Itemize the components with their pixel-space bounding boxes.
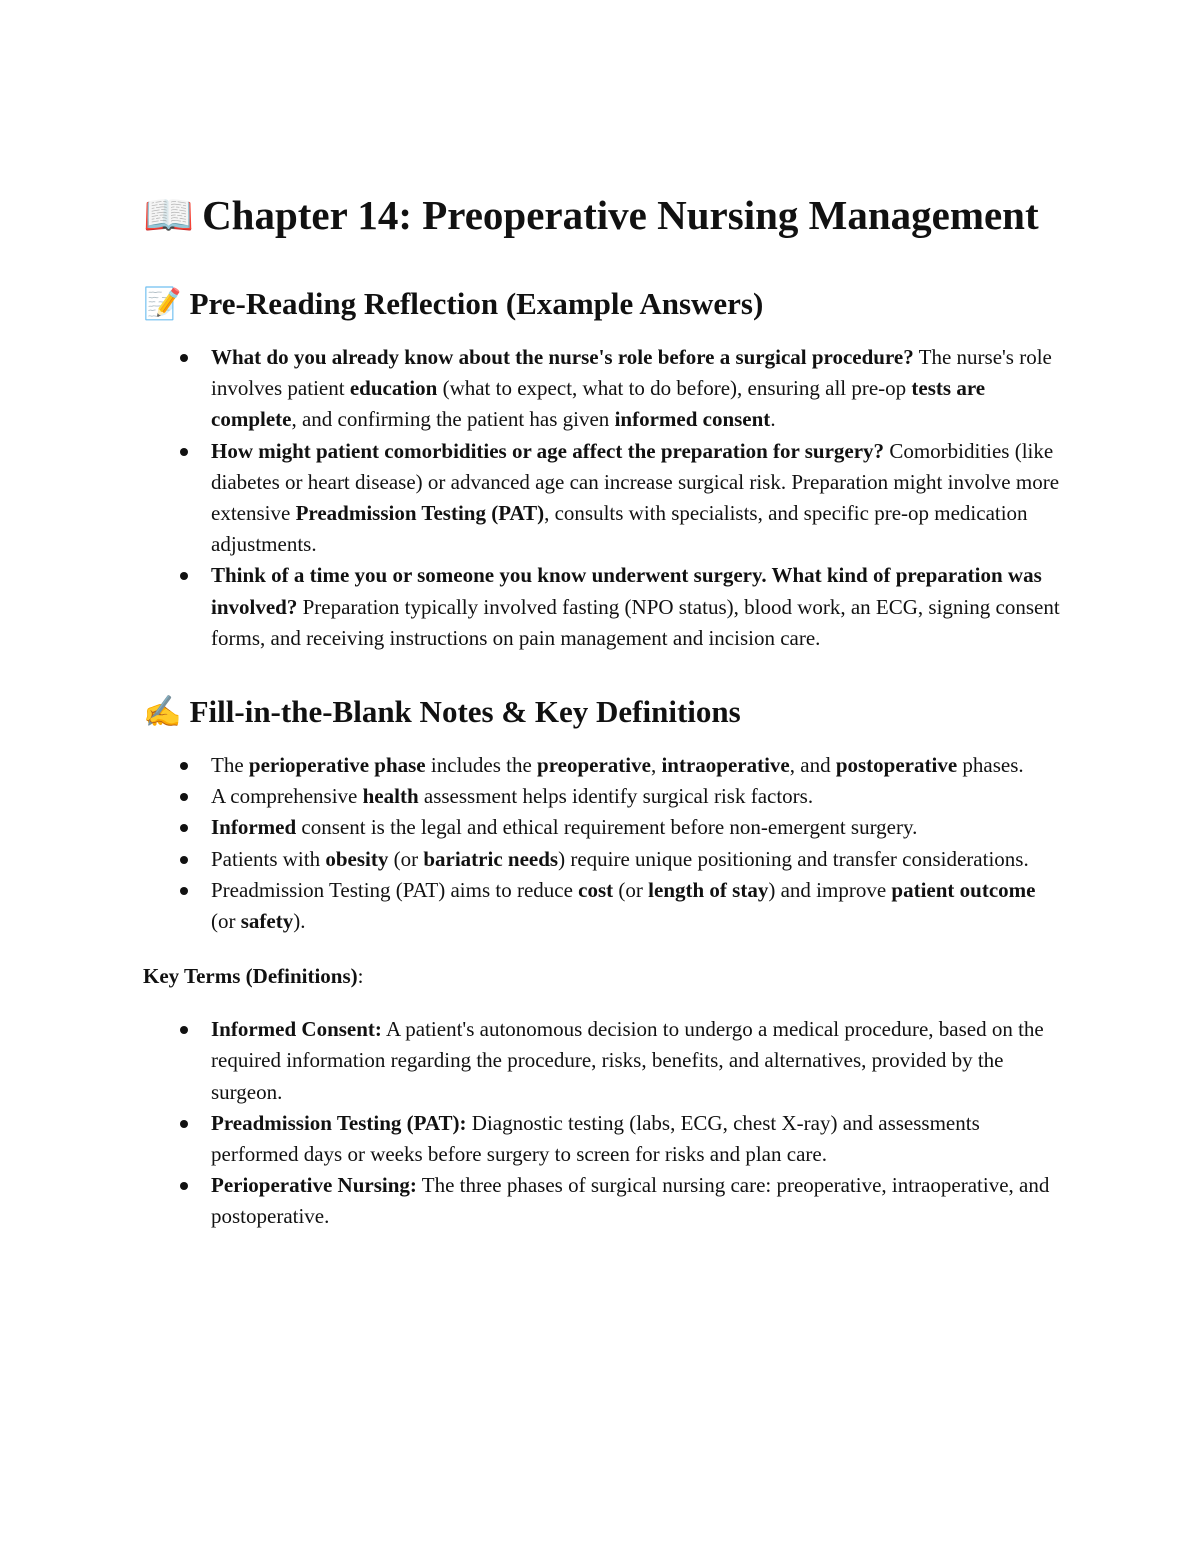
note-text: Preadmission Testing (PAT) aims to reduce	[211, 877, 579, 902]
answer-text: , and confirming the patient has given	[291, 407, 615, 432]
note-bold: cost	[578, 877, 614, 902]
note-bold: Informed	[211, 815, 297, 840]
answer-bold: Preadmission Testing (PAT)	[295, 501, 545, 526]
note-text: phases.	[957, 753, 1024, 778]
note-bold: preoperative	[537, 753, 651, 778]
pre-reading-section	[143, 284, 1063, 654]
question-text: Think of a time you or someone you know underwent surgery. What kind of preparation was involved?	[211, 563, 1042, 619]
term-definition: A patient's autonomous decision to undergo a medical procedure, based on the required information regarding the procedure, risks, benefits, and alternatives, provided by the surgeon.	[211, 1017, 1044, 1104]
list-item	[211, 1014, 1063, 1108]
key-terms-colon: :	[357, 964, 364, 989]
note-bold: intraoperative	[661, 753, 790, 778]
memo-icon: 📝	[143, 286, 182, 322]
section-heading	[143, 692, 1063, 732]
answer-text: Preparation typically involved fasting (NPO status), blood work, an ECG, signing consent forms, and receiving instructions on pain management and incision care.	[211, 594, 1060, 650]
writing-hand-icon: ✍️	[143, 694, 182, 731]
list-item	[211, 812, 1063, 843]
note-bold: safety	[240, 909, 294, 934]
section-heading	[143, 284, 1063, 324]
answer-bold: informed consent	[614, 407, 771, 432]
note-text: consent is the legal and ethical requirement before non-emergent surgery.	[296, 815, 918, 840]
list-item	[211, 436, 1063, 561]
note-bold: postoperative	[835, 753, 958, 778]
note-text: (or	[211, 909, 241, 934]
answer-text: The nurse's role involves patient	[211, 345, 1052, 401]
note-bold: health	[362, 784, 419, 809]
note-text: assessment helps identify surgical risk factors.	[418, 784, 814, 809]
term-name: Informed Consent:	[211, 1017, 382, 1042]
list-item	[211, 1170, 1063, 1232]
list-item	[211, 844, 1063, 875]
fill-in-section	[143, 692, 1063, 937]
answer-text: Comorbidities (like diabetes or heart disease) or advanced age can increase surgical risk. Preparation might involve more extensive	[211, 438, 1060, 526]
note-bold: obesity	[325, 846, 389, 871]
answer-text: .	[770, 407, 776, 432]
note-text: ).	[293, 909, 306, 934]
note-text: includes the	[425, 753, 538, 778]
note-text: (or	[613, 877, 649, 902]
term-definition: The three phases of surgical nursing care: preoperative, intraoperative, and postoperative.	[211, 1173, 1050, 1229]
answer-text: , consults with specialists, and specific pre-op medication adjustments.	[211, 501, 1028, 557]
note-text: ) and improve	[768, 877, 892, 902]
document-page	[143, 186, 1063, 1233]
list-item	[211, 750, 1063, 781]
term-name: Preadmission Testing (PAT):	[211, 1110, 467, 1135]
answer-bold: education	[349, 376, 438, 401]
note-text: A comprehensive	[211, 784, 363, 809]
notes-list	[143, 750, 1063, 937]
note-text: The	[211, 753, 249, 778]
key-terms-list	[143, 1014, 1063, 1232]
page-title-text: Chapter 14: Preoperative Nursing Management	[202, 192, 1039, 238]
list-item	[211, 1108, 1063, 1170]
list-item	[211, 781, 1063, 812]
note-text: ,	[650, 753, 662, 778]
note-text: ) require unique positioning and transfer considerations.	[558, 846, 1029, 871]
list-item	[211, 342, 1063, 436]
note-bold: patient outcome	[891, 877, 1036, 902]
key-terms-label	[143, 961, 1063, 992]
key-terms-label-text: Key Terms (Definitions)	[143, 964, 358, 989]
section-heading-text: Fill-in-the-Blank Notes & Key Definitions	[189, 694, 741, 730]
list-item	[211, 875, 1063, 937]
note-bold: perioperative phase	[248, 753, 426, 778]
note-bold: bariatric needs	[423, 846, 559, 871]
note-text: , and	[789, 753, 836, 778]
page-title	[143, 186, 1063, 244]
note-text: Patients with	[211, 846, 326, 871]
question-text: How might patient comorbidities or age affect the preparation for surgery?	[211, 438, 885, 463]
reflection-list	[143, 342, 1063, 654]
term-definition: Diagnostic testing (labs, ECG, chest X-ray) and assessments performed days or weeks before surgery to screen for risks and plan care.	[211, 1110, 980, 1167]
term-name: Perioperative Nursing:	[211, 1173, 417, 1198]
list-item	[211, 560, 1063, 654]
section-heading-text: Pre-Reading Reflection (Example Answers)	[189, 286, 764, 321]
open-book-icon: 📖	[143, 191, 195, 239]
answer-text: (what to expect, what to do before), ensuring all pre-op	[437, 376, 912, 401]
note-bold: length of stay	[648, 877, 769, 902]
question-text: What do you already know about the nurse's role before a surgical procedure?	[211, 345, 914, 369]
note-text: (or	[388, 846, 424, 871]
answer-bold: tests are complete	[211, 376, 986, 432]
